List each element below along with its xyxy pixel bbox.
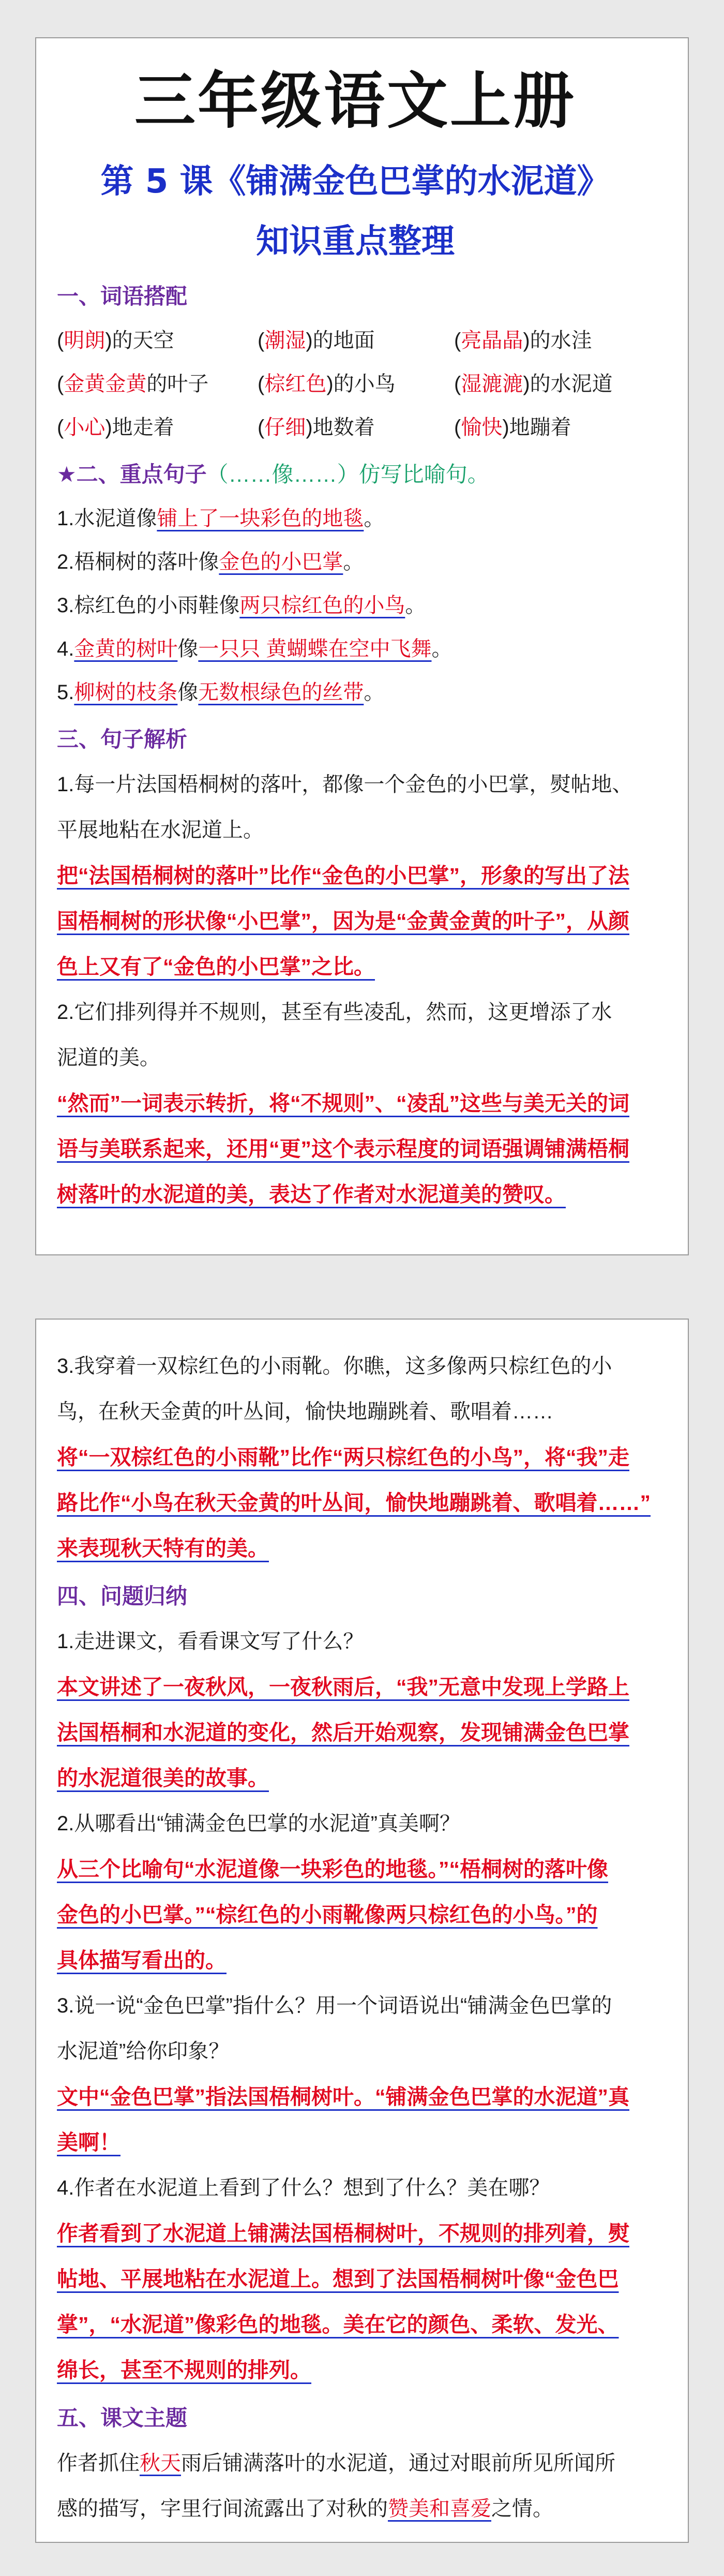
answer-2: “然而”一词表示转折，将“不规则”、“凌乱”这些与美无关的词 语与美联系起来，还用“更”这个表示程度的词语强调铺满梧桐 树落叶的水泥道的美，表达了作者对水泥道美的赞叹。 xyxy=(57,1091,629,1206)
page-card-1 xyxy=(35,37,689,1255)
page-title: 三年级语文上册 xyxy=(134,65,576,137)
word-pair: (小心)地走着 xyxy=(57,416,174,439)
simile-sentence: 4.金黄的树叶像一只只 黄蝴蝶在空中飞舞。 xyxy=(57,638,452,660)
word-pair: (愉快)地蹦着 xyxy=(454,416,571,439)
section-heading-analysis: 三、句子解析 xyxy=(57,727,188,751)
a4-4: 作者看到了水泥道上铺满法国梧桐树叶，不规则的排列着，熨 帖地、平展地粘在水泥道上。想到了法国梧桐树叶像“金色巴 掌”，“水泥道”像彩色的地毯。美在它的颜色、柔软、发光、 绵长，甚至不规则的排列。 xyxy=(57,2222,629,2382)
a4-2: 从三个比喻句“水泥道像一块彩色的地毯。”“梧桐树的落叶像 金色的小巴掌。”“棕红色的小雨靴像两只棕红色的小鸟。”的 具体描写看出的。 xyxy=(57,1857,608,1972)
answer-3: 将“一双棕红色的小雨靴”比作“两只棕红色的小鸟”，将“我”走 路比作“小鸟在秋天金黄的叶丛间，愉快地蹦跳着、歌唱着……” 来表现秋天特有的美。 xyxy=(57,1445,651,1560)
word-pair: (亮晶晶)的水洼 xyxy=(454,329,592,352)
word-pair: (仔细)地数着 xyxy=(258,416,375,439)
theme-text: 作者抓住秋天雨后铺满落叶的水泥道，通过对眼前所见所闻所 感的描写，字里行间流露出了对秋的赞美和喜爱之情。 xyxy=(57,2452,615,2520)
star-icon: ★ xyxy=(57,462,77,486)
q4-3: 3.说一说“金色巴掌”指什么？用一个词语说出“铺满金色巴掌的 水泥道”给你印象？ xyxy=(57,1994,612,2063)
simile-sentence: 3.棕红色的小雨鞋像两只棕红色的小鸟。 xyxy=(57,594,426,617)
word-row xyxy=(57,319,654,362)
word-pair: (湿漉漉)的水泥道 xyxy=(454,373,613,395)
lesson-title: 第 5 课《铺满金色巴掌的水泥道》 xyxy=(100,162,610,201)
simile-list xyxy=(57,497,654,714)
page-card-2 xyxy=(35,1319,689,2543)
simile-sentence: 2.梧桐树的落叶像金色的小巴掌。 xyxy=(57,551,364,573)
word-pair: (棕红色)的小鸟 xyxy=(258,373,396,395)
word-pair: (潮湿)的地面 xyxy=(258,329,375,352)
section-heading-key-sentences: ★二、重点句子（……像……）仿写比喻句。 xyxy=(57,462,489,486)
section-heading-theme: 五、课文主题 xyxy=(57,2406,188,2430)
question-3: 3.我穿着一双棕红色的小雨靴。你瞧，这多像两只棕红色的小 鸟，在秋天金黄的叶丛间，愉快地蹦跳着、歌唱着…… xyxy=(57,1355,612,1423)
word-collocation-grid xyxy=(57,319,654,449)
section-heading-questions: 四、问题归纳 xyxy=(57,1584,188,1608)
question-1: 1.每一片法国梧桐树的落叶，都像一个金色的小巴掌，熨帖地、 平展地粘在水泥道上。 xyxy=(57,773,633,841)
q4-1: 1.走进课文，看看课文写了什么？ xyxy=(57,1630,364,1653)
q4-4: 4.作者在水泥道上看到了什么？想到了什么？美在哪？ xyxy=(57,2177,550,2199)
word-row xyxy=(57,362,654,406)
word-pair: (明朗)的天空 xyxy=(57,329,174,352)
simile-sentence: 1.水泥道像铺上了一块彩色的地毯。 xyxy=(57,507,385,530)
section-heading-collocations: 一、词语搭配 xyxy=(57,284,188,308)
subtitle: 知识重点整理 xyxy=(256,223,455,261)
q4-2: 2.从哪看出“铺满金色巴掌的水泥道”真美啊？ xyxy=(57,1812,460,1835)
question-2: 2.它们排列得并不规则，甚至有些凌乱，然而，这更增添了水 泥道的美。 xyxy=(57,1001,612,1069)
a4-3: 文中“金色巴掌”指法国梧桐树叶。“铺满金色巴掌的水泥道”真 美啊！ xyxy=(57,2085,629,2154)
word-row xyxy=(57,406,654,449)
simile-sentence: 5.柳树的枝条像无数根绿色的丝带。 xyxy=(57,681,385,704)
word-pair: (金黄金黄的叶子 xyxy=(57,373,209,395)
answer-1: 把“法国梧桐树的落叶”比作“金色的小巴掌”，形象的写出了法 国梧桐树的形状像“小巴掌”，因为是“金黄金黄的叶子”，从颜 色上又有了“金色的小巴掌”之比。 xyxy=(57,864,629,979)
a4-1: 本文讲述了一夜秋风，一夜秋雨后，“我”无意中发现上学路上 法国梧桐和水泥道的变化，然后开始观察，发现铺满金色巴掌 的水泥道很美的故事。 xyxy=(57,1675,629,1790)
pattern-label: （……像……） xyxy=(206,462,359,486)
